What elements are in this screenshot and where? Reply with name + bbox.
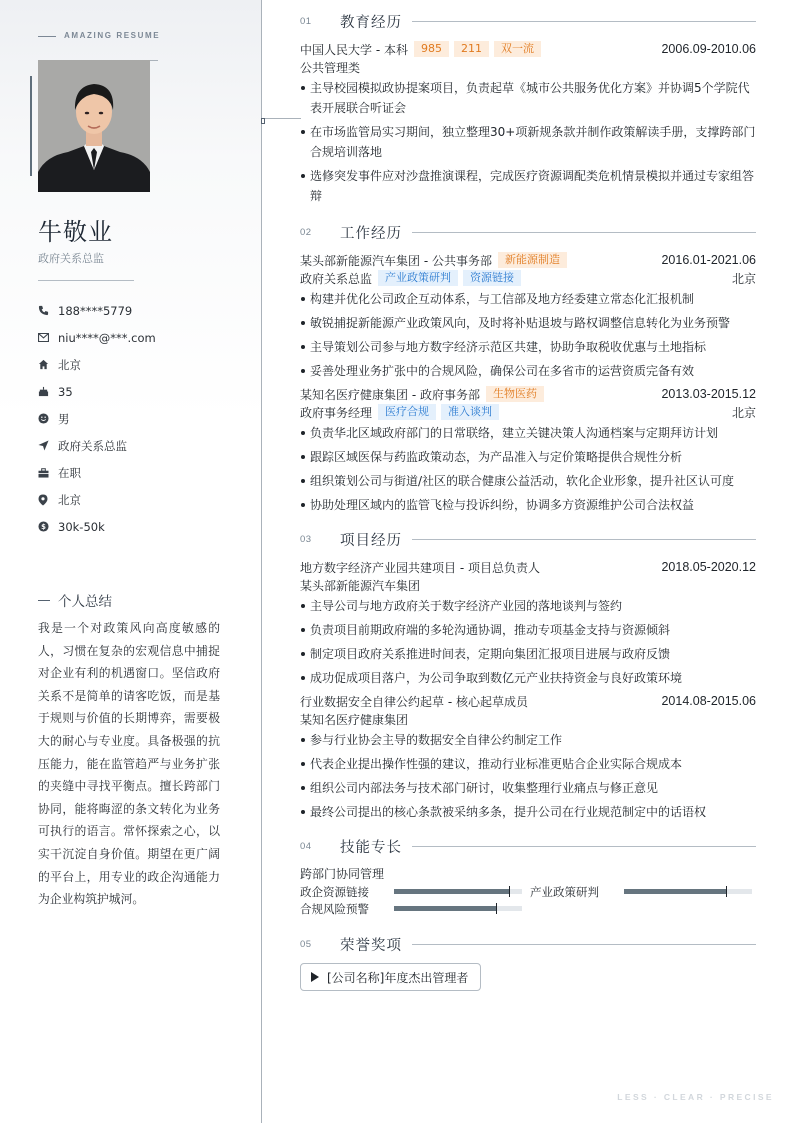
section-header [300, 221, 756, 243]
timeline-connector [261, 118, 301, 119]
education-major-row [300, 58, 756, 76]
tag-double-first-class: 双一流 [494, 41, 541, 57]
job-location: 北京 [731, 271, 756, 286]
award-text: [公司名称]年度杰出管理者 [327, 970, 469, 985]
send-icon [38, 439, 58, 453]
project-header [300, 692, 756, 710]
skill-marker [509, 886, 510, 897]
project-entry [300, 692, 756, 822]
education-header [300, 40, 756, 58]
tag-211: 211 [454, 41, 489, 57]
project-date: 2018.05-2020.12 [661, 560, 756, 574]
project-name: 行业数据安全自律公约起草 - 核心起草成员 [300, 694, 528, 709]
work-section [300, 221, 756, 519]
skill-item [300, 883, 522, 900]
section-title: 工作经历 [340, 225, 402, 242]
awards-section [300, 933, 756, 991]
phone-icon [38, 304, 58, 318]
project-org: 某头部新能源汽车集团 [300, 578, 421, 593]
skill-label: 产业政策研判 [530, 884, 599, 899]
gender-text: 男 [58, 411, 70, 426]
education-section [300, 10, 756, 210]
skills-section [300, 835, 756, 919]
target-city-text: 北京 [58, 492, 81, 507]
info-row-phone [38, 297, 156, 324]
play-triangle-icon [311, 972, 319, 982]
section-title: 荣誉奖项 [340, 937, 402, 954]
skill-marker [726, 886, 727, 897]
list-item: 负责项目前期政府端的多轮沟通协调，推动专项基金支持与资源倾斜 [300, 620, 756, 640]
company-name: 某头部新能源汽车集团 - 公共事务部 [300, 253, 492, 268]
list-item: 选修突发事件应对沙盘推演课程，完成医疗资源调配类危机情景模拟并通过专家组答辩 [300, 166, 756, 206]
education-date: 2006.09-2010.06 [661, 42, 756, 56]
section-rule [412, 944, 756, 945]
list-item: 在市场监管局实习期间，独立整理30+项新规条款并制作政策解读手册，支撑跨部门合规培训落地 [300, 122, 756, 162]
skill-item [530, 883, 752, 900]
sidebar [0, 0, 262, 1123]
project-bullets [300, 730, 756, 822]
target-role-text: 政府关系总监 [58, 438, 127, 453]
photo-accent-bar [30, 76, 32, 176]
list-item: 组织策划公司与街道/社区的联合健康公益活动，软化企业形象，提升社区认可度 [300, 471, 756, 491]
skill-headline: 跨部门协同管理 [300, 867, 385, 881]
candidate-title: 政府关系总监 [38, 252, 104, 265]
project-name: 地方数字经济产业园共建项目 - 项目总负责人 [300, 560, 540, 575]
major-name: 公共管理类 [300, 60, 361, 75]
phone-text: 188****5779 [58, 303, 133, 318]
section-rule [412, 21, 756, 22]
list-item: 主导策划公司参与地方数字经济示范区共建，协助争取税收优惠与土地指标 [300, 337, 756, 357]
list-item: 跟踪区域医保与药监政策动态，为产品准入与定价策略提供合规性分析 [300, 447, 756, 467]
project-org-row [300, 710, 756, 728]
timeline-marker [261, 118, 265, 124]
job-date: 2013.03-2015.12 [661, 387, 756, 401]
skill-fill [624, 889, 726, 894]
list-item: 负责华北区域政府部门的日常联络，建立关键决策人沟通档案与定期拜访计划 [300, 423, 756, 443]
job-bullets [300, 423, 756, 515]
project-org-row [300, 576, 756, 594]
list-item: 代表企业提出操作性强的建议，推动行业标准更贴合企业实际合规成本 [300, 754, 756, 774]
job-role-row [300, 403, 756, 421]
skill-tag: 准入谈判 [441, 404, 499, 420]
info-row-email [38, 324, 156, 351]
project-entry [300, 558, 756, 688]
section-header [300, 10, 756, 32]
company-name: 某知名医疗健康集团 - 政府事务部 [300, 387, 480, 402]
skill-fill [394, 906, 496, 911]
section-rule [412, 539, 756, 540]
contact-info-list [38, 297, 156, 540]
list-item: 妥善处理业务扩张中的合规风险，确保公司在多省市的运营资质完备有效 [300, 361, 756, 381]
section-number: 02 [300, 226, 312, 238]
age-text: 35 [58, 384, 73, 399]
school-name: 中国人民大学 - 本科 [300, 42, 408, 57]
section-rule [412, 232, 756, 233]
section-number: 04 [300, 840, 312, 852]
job-date: 2016.01-2021.06 [661, 253, 756, 267]
skill-item [300, 900, 522, 917]
summary-heading-dash [38, 600, 50, 601]
job-bullets [300, 289, 756, 381]
summary-text: 我是一个对政策风向高度敏感的人，习惯在复杂的宏观信息中捕捉对企业有利的机遇窗口。坚信政府关系不是简单的请客吃饭，而是基于规则与价值的长期博弈，需要极大的耐心与专业度。具备极强的抗压能力，能在监管趋严与业务扩张的夹缝中寻找平衡点。擅长跨部门协同，能将晦涩的条文转化为业务可执行的语言。常怀探索之心，以实干沉淀自身价值。期望在更广阔的平台上，用专业的政企沟通能力为企业构筑护城河。 [38, 621, 220, 907]
summary-heading-text: 个人总结 [58, 594, 112, 610]
list-item: 组织公司内部法务与技术部门研讨，收集整理行业痛点与修正意见 [300, 778, 756, 798]
footer-motto: LESS · CLEAR · PRECISE [617, 1092, 774, 1102]
salary-text: 30k-50k [58, 519, 105, 534]
name-divider [38, 280, 134, 281]
info-row-city [38, 351, 156, 378]
info-row-salary [38, 513, 156, 540]
section-title: 项目经历 [340, 532, 402, 549]
skill-tag: 医疗合规 [378, 404, 436, 420]
list-item: 敏锐捕捉新能源产业政策风向，及时将补贴退坡与路权调整信息转化为业务预警 [300, 313, 756, 333]
svg-text:$: $ [41, 522, 46, 531]
project-header [300, 558, 756, 576]
info-row-status [38, 459, 156, 486]
section-title: 教育经历 [340, 14, 402, 31]
section-header [300, 933, 756, 955]
cake-icon [38, 385, 58, 399]
skill-label: 合规风险预警 [300, 901, 369, 916]
list-item: 构建并优化公司政企互动体系，与工信部及地方经委建立常态化汇报机制 [300, 289, 756, 309]
project-bullets [300, 596, 756, 688]
job-location: 北京 [731, 405, 756, 420]
city-text: 北京 [58, 357, 81, 372]
briefcase-icon [38, 466, 58, 480]
job-header [300, 251, 756, 269]
award-chip [300, 963, 481, 991]
list-item: 主导公司与地方政府关于数字经济产业园的落地谈判与签约 [300, 596, 756, 616]
tag-985: 985 [414, 41, 449, 57]
list-item: 参与行业协会主导的数据安全自律公约制定工作 [300, 730, 756, 750]
section-rule [412, 846, 756, 847]
skill-fill [394, 889, 509, 894]
skill-label: 政企资源链接 [300, 884, 369, 899]
brand-label: AMAZING RESUME [64, 31, 161, 40]
project-org: 某知名医疗健康集团 [300, 712, 409, 727]
job-role: 政府事务经理 [300, 405, 373, 420]
job-role: 政府关系总监 [300, 271, 373, 286]
job-header [300, 385, 756, 403]
job-entry [300, 251, 756, 381]
info-row-target-role [38, 432, 156, 459]
salary-icon [38, 520, 58, 534]
industry-tag: 生物医药 [486, 386, 544, 402]
section-header [300, 528, 756, 550]
skill-bars [300, 883, 756, 919]
list-item: 成功促成项目落户，为公司争取到数亿元产业扶持资金与良好政策环境 [300, 668, 756, 688]
list-item: 主导校园模拟政协提案项目，负责起草《城市公共服务优化方案》并协调5个学院代表开展联合听证会 [300, 78, 756, 118]
list-item: 协助处理区域内的监管飞检与投诉纠纷，协调多方资源维护公司合法权益 [300, 495, 756, 515]
status-text: 在职 [58, 465, 81, 480]
info-row-age [38, 378, 156, 405]
skill-marker [496, 903, 497, 914]
skill-track [394, 889, 522, 894]
skill-tag: 产业政策研判 [378, 270, 458, 286]
section-number: 03 [300, 533, 312, 545]
smile-icon [38, 412, 58, 426]
section-header [300, 835, 756, 857]
summary-heading [38, 590, 112, 610]
brand-rule [38, 36, 56, 37]
projects-section [300, 528, 756, 826]
location-pin-icon [38, 493, 58, 507]
skill-track [624, 889, 752, 894]
job-role-row [300, 269, 756, 287]
list-item: 制定项目政府关系推进时间表，定期向集团汇报项目进展与政府反馈 [300, 644, 756, 664]
mail-icon [38, 331, 58, 345]
job-entry [300, 385, 756, 515]
skill-track [394, 906, 522, 911]
info-row-target-city [38, 486, 156, 513]
skill-tag: 资源链接 [463, 270, 521, 286]
section-title: 技能专长 [340, 839, 402, 856]
profile-photo [38, 60, 150, 192]
project-date: 2014.08-2015.06 [661, 694, 756, 708]
list-item: 最终公司提出的核心条款被采纳多条，提升公司在行业规范制定中的话语权 [300, 802, 756, 822]
candidate-name: 牛敬业 [38, 218, 113, 246]
info-row-gender [38, 405, 156, 432]
section-number: 01 [300, 15, 312, 27]
home-icon [38, 358, 58, 372]
industry-tag: 新能源制造 [498, 252, 567, 268]
email-text: niu****@***.com [58, 330, 156, 345]
education-bullets [300, 78, 756, 206]
section-number: 05 [300, 938, 312, 950]
